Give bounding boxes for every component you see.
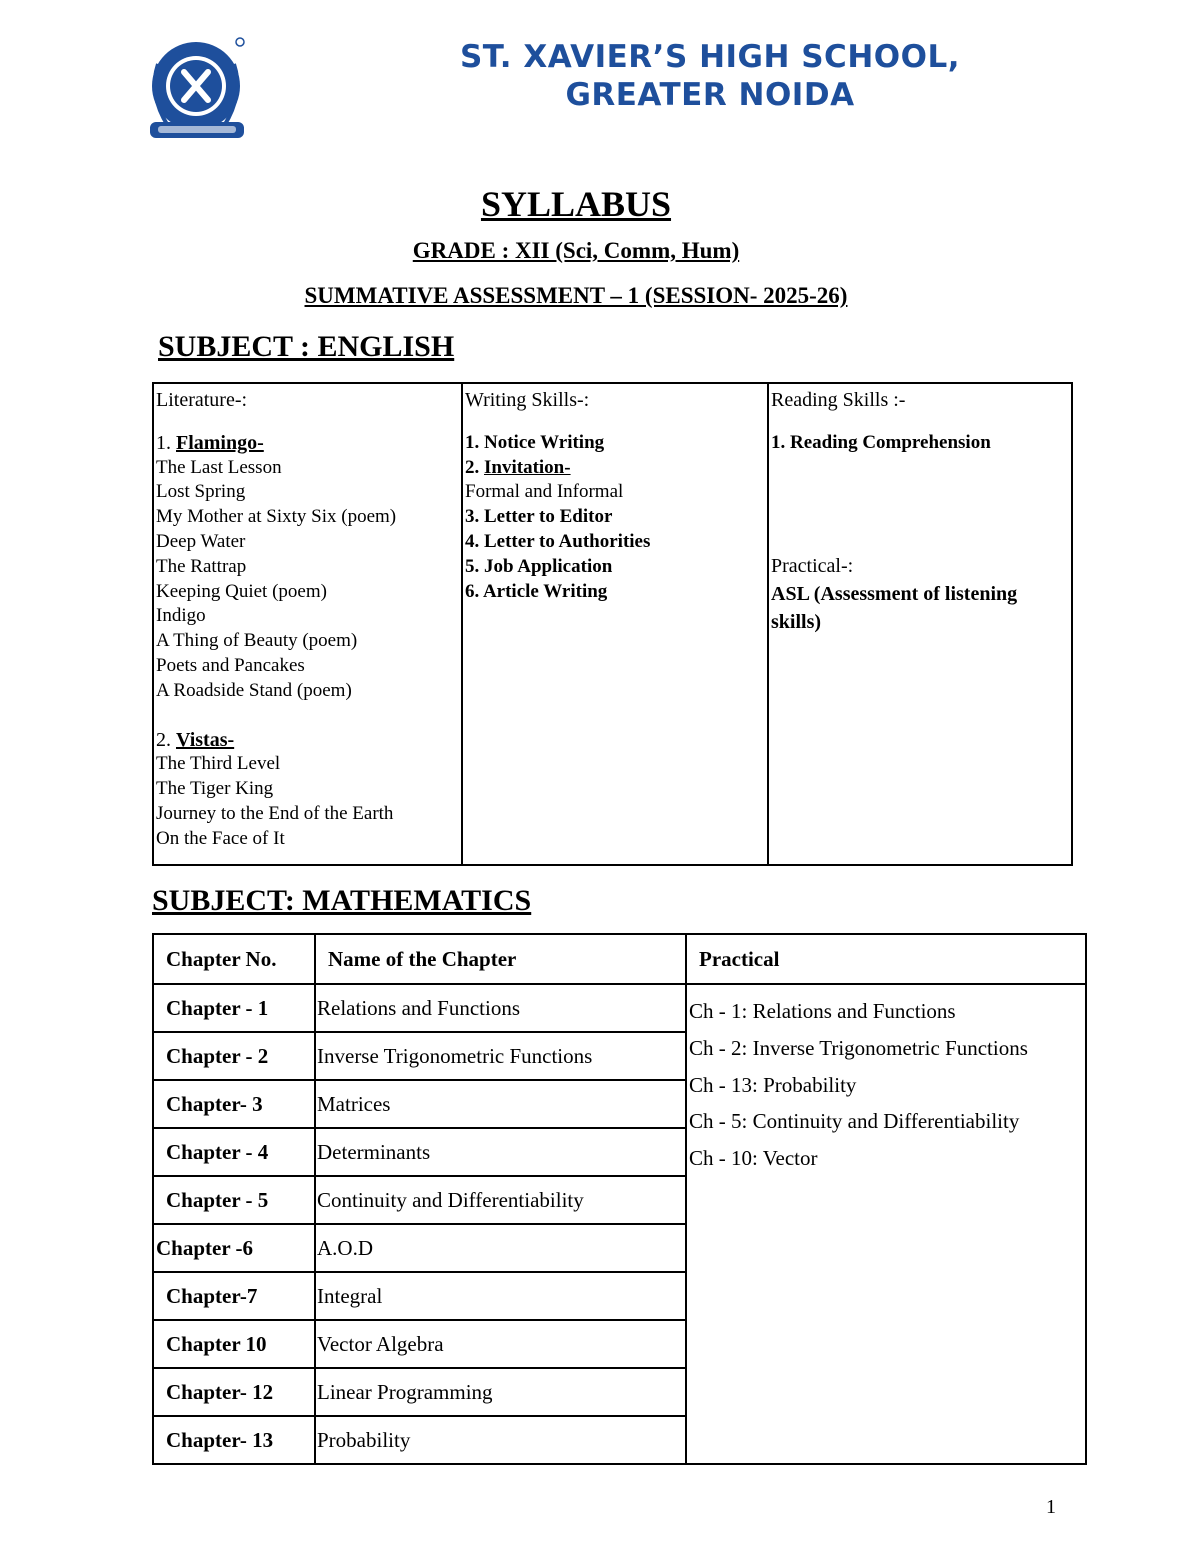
page-title: SYLLABUS [480,184,672,224]
practical-item: Ch - 2: Inverse Trigonometric Functions [689,1035,1028,1060]
list-item: Keeping Quiet (poem) [156,580,327,602]
column-header: Name of the Chapter [315,934,686,984]
chapter-name: Integral [315,1272,686,1320]
list-item: 1. Notice Writing [465,431,605,453]
chapter-number: Chapter- 12 [153,1368,315,1416]
list-item: The Third Level [156,753,281,775]
assessment-line: SUMMATIVE ASSESSMENT – 1 (SESSION- 2025-26) [304,283,848,308]
english-syllabus-table [152,382,1073,866]
list-item: Lost Spring [156,481,246,503]
chapter-name: Determinants [315,1128,686,1176]
list-item: The Rattrap [156,555,247,577]
practical-item: ASL (Assessment of listening skills) [771,582,1018,633]
practical-list [686,984,1086,1464]
chapter-number: Chapter- 13 [153,1416,315,1464]
flamingo-heading: 1. Flamingo- [156,431,264,454]
chapter-name: Continuity and Differentiability [315,1176,686,1224]
list-item: The Last Lesson [156,456,282,478]
page-number: 1 [1046,1496,1056,1518]
list-item: 4. Letter to Authorities [465,530,651,552]
writing-skills-column [461,384,767,864]
mathematics-subject-heading: SUBJECT: MATHEMATICS [152,884,532,917]
list-item: Formal and Informal [465,481,624,503]
table-row [153,984,1086,1032]
chapter-name: Probability [315,1416,686,1464]
chapter-number: Chapter - 4 [153,1128,315,1176]
chapter-number: Chapter 10 [153,1320,315,1368]
chapter-name: Inverse Trigonometric Functions [315,1032,686,1080]
list-item: 6. Article Writing [465,580,608,602]
chapter-name: A.O.D [315,1224,686,1272]
chapter-number: Chapter - 2 [153,1032,315,1080]
chapter-name: Relations and Functions [315,984,686,1032]
list-item: Indigo [156,605,206,627]
reading-skills-header: Reading Skills :- [771,389,906,411]
literature-header: Literature-: [156,389,248,411]
list-item: Journey to the End of the Earth [156,802,394,824]
practical-item: Ch - 1: Relations and Functions [689,999,956,1023]
vistas-heading: 2. Vistas- [156,728,235,751]
list-item: 5. Job Application [465,555,613,577]
column-header: Chapter No. [153,934,315,984]
practical-item: Ch - 13: Probability [689,1072,857,1097]
practical-item: Ch - 5: Continuity and Differentiability [689,1109,1020,1134]
school-name-line1: ST. XAVIER’S HIGH SCHOOL, [459,39,960,75]
chapter-number: Chapter - 5 [153,1176,315,1224]
column-header: Practical [686,934,1086,984]
school-crest-icon [140,34,256,148]
list-item: A Thing of Beauty (poem) [156,630,358,652]
list-item: The Tiger King [156,778,274,800]
chapter-number: Chapter - 1 [153,984,315,1032]
writing-skills-header: Writing Skills-: [465,389,590,411]
chapter-number: Chapter- 3 [153,1080,315,1128]
practical-section [771,552,1071,636]
english-subject-heading: SUBJECT : ENGLISH [158,330,455,363]
list-item: Deep Water [156,530,246,552]
chapter-name: Linear Programming [315,1368,686,1416]
list-item: On the Face of It [156,827,285,849]
mathematics-syllabus-table [152,933,1087,1465]
list-item: 2. Invitation- [465,456,571,478]
school-name-line2: GREATER NOIDA [565,77,855,113]
table-header-row [153,934,1086,984]
chapter-number: Chapter -6 [153,1224,315,1272]
grade-line: GRADE : XII (Sci, Comm, Hum) [412,238,740,263]
chapter-number: Chapter-7 [153,1272,315,1320]
reading-skills-column [767,384,1071,864]
literature-column [154,384,461,864]
practical-item: Ch - 10: Vector [689,1146,818,1171]
list-item: 1. Reading Comprehension [771,431,991,453]
list-item: Poets and Pancakes [156,654,305,676]
list-item: 3. Letter to Editor [465,506,613,528]
list-item: A Roadside Stand (poem) [156,679,352,701]
list-item: My Mother at Sixty Six (poem) [156,506,397,528]
chapter-name: Vector Algebra [315,1320,686,1368]
practical-header: Practical-: [771,554,854,577]
chapter-name: Matrices [315,1080,686,1128]
